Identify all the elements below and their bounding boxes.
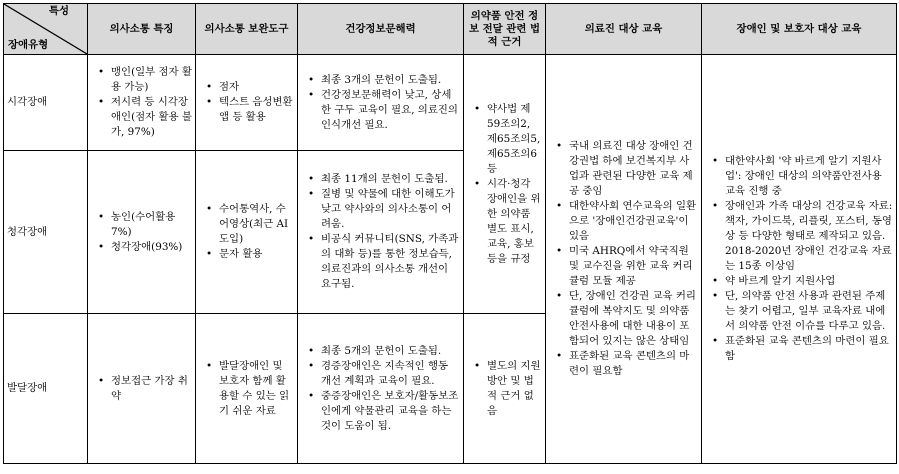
list-item: • 건강정보문해력이 낮고, 상세한 구두 교육이 필요, 의료진의 인식개선 필요. (321, 88, 460, 133)
list-item: • 질병 및 약물에 대한 이해도가 낮고 약사와의 의사소통이 어려움. (321, 187, 460, 232)
header-medical-staff-education: 의료진 대상 교육 (546, 4, 702, 55)
list-item: • 단, 의약품 안전 사용과 관련된 주제는 찾기 어렵고, 일부 교육자료 내에서 의약품 안전 이슈를 다루고 있음. (725, 289, 893, 334)
list-item: • 청각장애(93%) (111, 240, 192, 255)
list-item: • 저시력 등 시각장애인(점자 활용 불가, 97%) (111, 95, 192, 140)
header-health-literacy: 건강정보문해력 (298, 4, 464, 55)
list-item: • 단, 장애인 건강권 교육 커리큘럼에 복약지도 및 의약품 안전사용에 대한 내용이 포함되어 있지는 않은 상태임 (569, 289, 698, 349)
list-item: • 경증장애인은 지속적인 행동 개선 계획과 교육이 필요. (321, 359, 460, 389)
cell-patient-education (702, 55, 897, 464)
cell-legal-visual-hearing (464, 55, 546, 314)
corner-top-label: 특성 (48, 5, 69, 17)
list-item: • 표준화된 교육 콘텐츠의 마련이 필요함 (725, 334, 893, 364)
cell-hearing-aids (196, 151, 298, 314)
corner-header-cell (4, 4, 88, 55)
list-item: • 농인(수어활용 7%) (111, 210, 192, 240)
cell-visual-literacy (298, 55, 464, 151)
list-item: • 약 바르게 알기 지원사업 (725, 274, 893, 289)
list-item: • 최종 3개의 문헌이 도출됨. (321, 73, 460, 88)
cell-legal-developmental (464, 314, 546, 464)
list-item: • 문자 활용 (219, 247, 294, 262)
list-item: • 맹인(일부 점자 활용 가능) (111, 65, 192, 95)
header-comm-features: 의사소통 특징 (88, 4, 196, 55)
disability-comparison-table (3, 3, 897, 464)
cell-medical-staff-education (546, 55, 702, 464)
cell-hearing-literacy (298, 151, 464, 314)
header-row (4, 4, 897, 55)
list-item: • 장애인과 가족 대상의 건강교육 자료: 책자, 가이드북, 리플릿, 포스터, 동영상 등 다양한 형태로 제작되고 있음. 2018-2020년 장애인 건강교육 자료는 15종 이상임 (725, 199, 893, 274)
list-item: • 정보접근 가장 취약 (111, 374, 192, 404)
cell-developmental-aids (196, 314, 298, 464)
list-item: • 최종 5개의 문헌이 도출됨. (321, 344, 460, 359)
list-item: • 대한약사회 연수교육의 일환으로 '장애인건강권교육'이 있음 (569, 199, 698, 244)
header-patient-education: 장애인 및 보호자 대상 교육 (702, 4, 897, 55)
type-developmental: 발달장애 (4, 314, 88, 464)
cell-hearing-comm (88, 151, 196, 314)
header-legal-basis: 의약품 안전 정보 전달 관련 법적 근거 (464, 4, 546, 55)
list-item: • 중증장애인은 보호자/활동보조인에게 약물관리 교육을 하는 것이 도움이 됨. (321, 389, 460, 434)
list-item: • 약사법 제59조의2, 제65조의5, 제65조의6 등 (487, 102, 542, 177)
type-visual: 시각장애 (4, 55, 88, 151)
list-item: • 대한약사회 '약 바르게 알기 지원사업': 장애인 대상의 의약품안전사용 교육 진행 중 (725, 154, 893, 199)
list-item: • 발달장애인 및 보호자 함께 활용할 수 있는 읽기 쉬운 자료 (219, 359, 294, 419)
list-item: • 점자 (219, 80, 294, 95)
list-item: • 시각·청각 장애인을 위한 의약품 별도 표시, 교육, 홍보 등을 규정 (487, 177, 542, 267)
cell-visual-aids (196, 55, 298, 151)
list-item: • 국내 의료진 대상 장애인 건강권법 하에 보건복지부 사업과 관련된 다양한 교육 제공 중임 (569, 139, 698, 199)
list-item: • 최종 11개의 문헌이 도출됨. (321, 172, 460, 187)
list-item: • 비공식 커뮤니티(SNS, 가족과의 대화 등)를 통한 정보습득, 의료진과의 의사소통 개선이 요구됨. (321, 232, 460, 292)
list-item: • 수어통역사, 수어영상(최근 AI 도입) (219, 202, 294, 247)
cell-visual-comm (88, 55, 196, 151)
list-item: • 표준화된 교육 콘텐츠의 마련이 필요함 (569, 349, 698, 379)
header-comm-aids: 의사소통 보완도구 (196, 4, 298, 55)
corner-bottom-label: 장애유형 (8, 39, 49, 51)
list-item: • 미국 AHRQ에서 약국직원 및 교수진을 위한 교육 커리큘럼 모듈 제공 (569, 244, 698, 289)
list-item: • 텍스트 음성변환 앱 등 활용 (219, 95, 294, 125)
cell-developmental-comm (88, 314, 196, 464)
type-hearing: 청각장애 (4, 151, 88, 314)
list-item: • 별도의 지원 방안 및 법적 근거 없음 (487, 359, 542, 419)
cell-developmental-literacy (298, 314, 464, 464)
row-visual (4, 55, 897, 151)
